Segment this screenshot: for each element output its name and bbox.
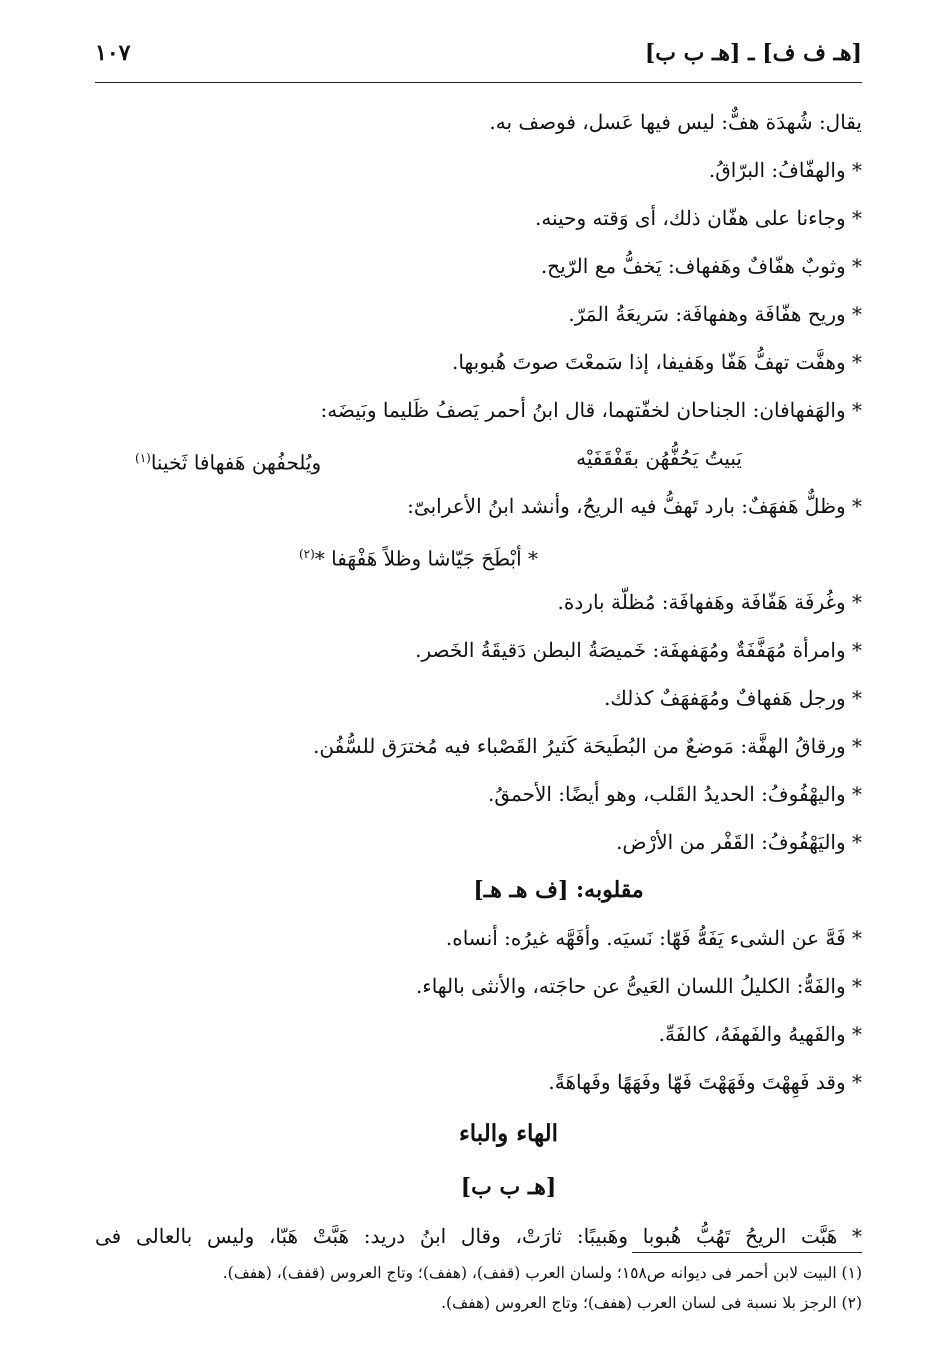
text-line: * وريح هفّافَة وهفهافَة: سَريعَةُ المَرّ. — [568, 302, 862, 326]
text-line: * فَهَّ عن الشىء يَفَهُّ فَهّا: نَسيَه. وأفَهَّه غيرُه: أنساه. — [445, 926, 862, 950]
text-line: يقال: شُهدَة هفٌّ: ليس فيها عَسل، فوصف به. — [489, 110, 862, 134]
header-rule — [95, 82, 862, 83]
main-text — [95, 98, 862, 1260]
text-line: * وظلٌّ هَفهَفٌ: بارد تَهفُّ فيه الريحُ، وأنشد ابنُ الأعرابىّ: — [407, 494, 862, 518]
text-line: * وهفَّت تهفُّ هَفّا وهَفيفا، إذا سَمعْتَ صوتَ هُبوبها. — [451, 350, 862, 374]
text-line: * والهفّافُ: البرّاقُ. — [708, 158, 862, 182]
footnote-mark: (٢) — [298, 547, 315, 561]
footnote: (٢) الرجز بلا نسبة فى لسان العرب (هفف)؛ وتاج العروس (هفف). — [441, 1294, 862, 1312]
footnotes — [95, 1258, 862, 1318]
poem-hemistich-second-text: ويُلحفُهن هَفهافا ثَخينا — [150, 450, 322, 475]
text-line: * وجاءنا على هفّان ذلك، أى وَقته وحينه. — [534, 206, 862, 230]
text-line: * وثوبٌ هفّافٌ وهَفهاف: يَخفُّ مع الرّيح. — [540, 254, 862, 278]
text-line: * وقد فَهِهْتَ وفَهَهْتَ فَهّا وفَهَهًا وفَهاهَةً. — [548, 1070, 862, 1094]
page-number: ١٠٧ — [95, 40, 131, 66]
rajaz-verse — [95, 530, 862, 578]
footnote-mark: (١) — [135, 451, 151, 465]
text-line: * ورقاقُ الهفَّة: مَوضعٌ من البُطَيحَة كَثيرُ القَصْباء فيه مُخترَق للسُّفُن. — [313, 734, 862, 758]
footnote-rule — [632, 1252, 862, 1253]
text-line: * والفَهيهُ والفَهفَهُ، كالفَهِّ. — [658, 1022, 862, 1046]
root-heading: [هـ ب ب] — [460, 1174, 557, 1200]
poem-verse — [95, 434, 862, 482]
text-line: * وامرأة مُهَفَّفَةٌ ومُهَفهفَة: خَميصَةُ البطن دَقيقَةُ الخَصر. — [415, 638, 862, 662]
rajaz-verse-text: * أبْطَحَ جَيّاشا وظلاً هَفْهَفا * — [314, 546, 538, 571]
chapter-heading: الهاء والباء — [458, 1120, 559, 1147]
footnote: (١) البيت لابن أحمر فى ديوانه ص١٥٨؛ ولسان العرب (قفف)، (هفف)؛ وتاج العروس (قفف)، (هفف). — [222, 1264, 862, 1282]
poem-hemistich-first: يَبيتُ يَحُفُّهُن بقَفْقَفَيْه — [576, 446, 742, 470]
section-subheading: مقلوبه: [ف هـ هـ] — [473, 877, 644, 903]
running-head-title: [هـ ف ف] ـ [هـ ب ب] — [644, 40, 862, 66]
text-line: * واليهْفُوفُ: الحديدُ القَلب، وهو أيضًا: الأحمقُ. — [488, 782, 862, 806]
poem-hemistich-second — [135, 434, 321, 482]
text-line: * وغُرفَة هَفّافَة وهَفهافَة: مُظلّة باردة. — [557, 590, 862, 614]
text-line: * والهَفهافان: الجناحان لخفّتهما، قال ابنُ أحمر يَصفُ ظَليما وبَيضَه: — [320, 398, 862, 422]
running-head — [95, 40, 862, 80]
text-line: * هَبَّت الريحُ تَهُبُّ هُبوبا وهَبيبًا: ثارَتْ، وقال ابنُ دريد: هَبَّتْ هَبّا، وليس بالعالى فى — [95, 1224, 862, 1248]
text-line: * ورجل هَفهافٌ ومُهَفهَفٌ كذلك. — [604, 686, 862, 710]
text-line: * واليَهْفُوفُ: القَفْر من الأرْض. — [616, 830, 862, 854]
text-line: * والفَهُّ: الكليلُ اللسان العَيىُّ عن حاجَته، والأنثى بالهاء. — [415, 974, 862, 998]
